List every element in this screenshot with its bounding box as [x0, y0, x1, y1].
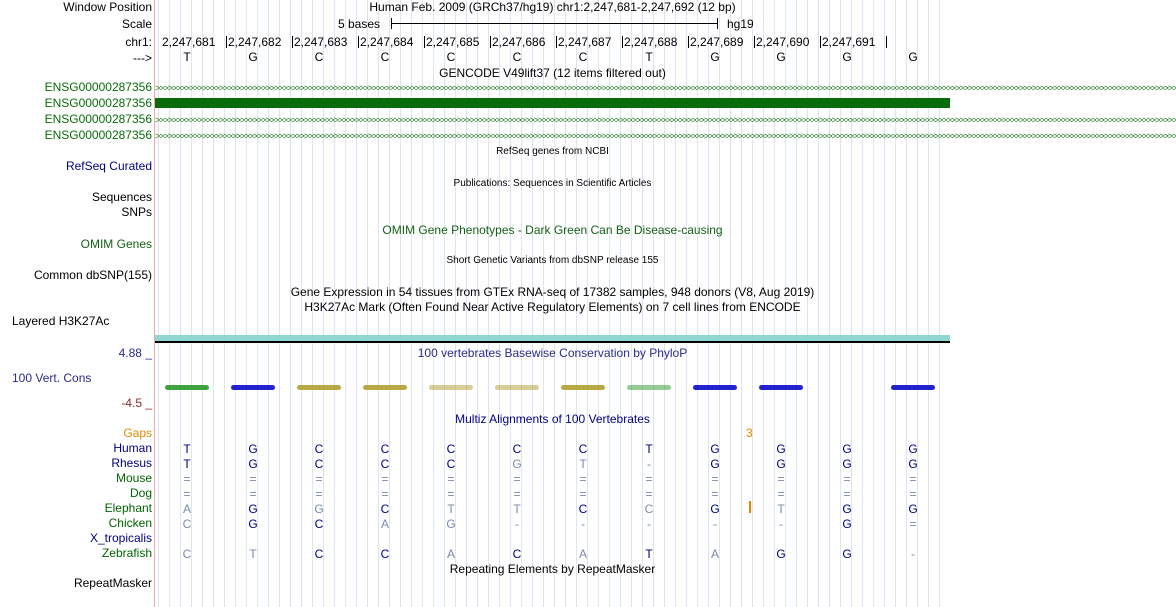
assembly-position-title: Human Feb. 2009 (GRCh37/hg19) chr1:2,247,681-2,247,692 (12 bp) — [369, 0, 736, 14]
position-label: 2,247,689 — [690, 35, 744, 49]
species-dog[interactable]: Dog — [129, 486, 152, 500]
conservation-glyph — [495, 385, 539, 390]
alignment-base: - — [647, 457, 651, 471]
alignment-base: = — [909, 472, 917, 486]
alignment-base: A — [446, 547, 455, 561]
species-chicken[interactable]: Chicken — [108, 516, 152, 530]
alignment-base: C — [380, 547, 390, 561]
alignment-base: G — [908, 442, 918, 456]
position-label: 2,247,690 — [756, 35, 810, 49]
omim-genes-label[interactable]: OMIM Genes — [80, 237, 152, 251]
h3k27ac-baseline — [155, 341, 950, 343]
species-mouse[interactable]: Mouse — [115, 471, 152, 485]
dbsnp-track-title: Short Genetic Variants from dbSNP release 155 — [446, 255, 659, 266]
window-position-label: Window Position — [63, 0, 152, 14]
alignment-base: A — [182, 502, 191, 516]
alignment-base: = — [711, 487, 719, 501]
position-tick — [688, 36, 689, 48]
scale-text: 5 bases — [338, 17, 381, 31]
refseq-track-title: RefSeq genes from NCBI — [496, 146, 609, 157]
alignment-base: = — [183, 472, 191, 486]
gene-label-2[interactable]: ENSG00000287356 — [44, 96, 152, 110]
position-tick — [622, 36, 623, 48]
gaps-label[interactable]: Gaps — [123, 426, 152, 440]
alignment-base: = — [843, 487, 851, 501]
alignment-base: C — [380, 502, 390, 516]
reference-base: C — [380, 50, 390, 64]
alignment-base: = — [843, 472, 851, 486]
alignment-base: C — [314, 517, 324, 531]
reference-base: C — [314, 50, 324, 64]
position-label: 2,247,681 — [162, 35, 216, 49]
alignment-base: T — [183, 442, 191, 456]
sequences-label[interactable]: Sequences — [91, 190, 152, 204]
conservation-min-label: -4.5 _ — [121, 396, 152, 410]
alignment-base: = — [249, 472, 257, 486]
alignment-base: G — [710, 502, 720, 516]
alignment-base: C — [644, 502, 654, 516]
conservation-glyph — [231, 385, 275, 390]
species-rhesus[interactable]: Rhesus — [111, 456, 152, 470]
h3k27ac-label[interactable]: Layered H3K27Ac — [12, 314, 110, 328]
alignment-base: = — [381, 472, 389, 486]
alignment-base: - — [713, 517, 717, 531]
reference-base: C — [578, 50, 588, 64]
alignment-base: T — [645, 442, 653, 456]
alignment-base: = — [645, 487, 653, 501]
snps-label[interactable]: SNPs — [121, 205, 152, 219]
gene-label-4[interactable]: ENSG00000287356 — [44, 128, 152, 142]
phylop-track-title: 100 vertebrates Basewise Conservation by PhyloP — [417, 346, 688, 360]
species-elephant[interactable]: Elephant — [104, 501, 152, 515]
alignment-base: T — [183, 457, 191, 471]
alignment-base: C — [182, 547, 192, 561]
alignment-base: - — [911, 547, 915, 561]
scale-bar — [391, 23, 718, 24]
alignment-base: = — [381, 487, 389, 501]
scale-label: Scale — [121, 17, 152, 31]
alignment-base: A — [380, 517, 389, 531]
alignment-base: G — [908, 457, 918, 471]
alignment-base: = — [711, 472, 719, 486]
repeatmasker-label[interactable]: RepeatMasker — [73, 576, 152, 590]
gene-track-3[interactable]: >>>>>>>>>>>>>>>>>>>>>>>>>>>>>>>>>>>>>>>>>>>>>>>>>>>>>>>>>>>>>>>>>>>>>>>>>>>>>>>>>>>>>>>>>>>>>>>>>>>>>>>>>>>>>>>>>>>>>>>>>>>>>>>>>>>>>>>>>>>>>>>>>>>>>>>>>>>>>>>>>>>>>>>>>>>>>>>>>>>>>>>>>>>>>>>>>>>>>>>>>>>>>>>>>>>>>>>>>>>>>>>>>>>>>>>>>>>>>>>> — [155, 115, 1176, 125]
conservation-glyph — [297, 385, 341, 390]
omim-track-title: OMIM Gene Phenotypes - Dark Green Can Be Disease-causing — [382, 223, 723, 237]
alignment-base: C — [314, 457, 324, 471]
alignment-base: C — [446, 457, 456, 471]
strand-arrow-label: ---> — [133, 51, 152, 65]
alignment-base: = — [645, 472, 653, 486]
alignment-base: = — [909, 487, 917, 501]
alignment-base: G — [908, 502, 918, 516]
publications-track-title: Publications: Sequences in Scientific Articles — [453, 178, 652, 189]
position-tick — [556, 36, 557, 48]
alignment-base: = — [447, 487, 455, 501]
alignment-base: G — [248, 517, 258, 531]
alignment-base: = — [579, 487, 587, 501]
position-tick — [424, 36, 425, 48]
alignment-base: C — [314, 442, 324, 456]
position-tick — [292, 36, 293, 48]
alignment-base: = — [777, 472, 785, 486]
position-tick — [226, 36, 227, 48]
alignment-base: T — [447, 502, 455, 516]
alignment-base: G — [710, 442, 720, 456]
alignment-base: T — [249, 547, 257, 561]
scale-db: hg19 — [727, 17, 754, 31]
conservation-glyph — [627, 385, 671, 390]
reference-base: C — [446, 50, 456, 64]
reference-base: G — [248, 50, 258, 64]
reference-base: C — [512, 50, 522, 64]
gtex-track-title: Gene Expression in 54 tissues from GTEx RNA-seq of 17382 samples, 948 donors (V8, Aug 2019) — [290, 285, 815, 299]
gap-count: 3 — [746, 426, 753, 440]
position-tick — [358, 36, 359, 48]
gap-marker — [749, 501, 751, 513]
alignment-base: = — [315, 472, 323, 486]
alignment-base: C — [314, 547, 324, 561]
reference-base: G — [842, 50, 852, 64]
reference-base: G — [710, 50, 720, 64]
position-label: 2,247,691 — [822, 35, 876, 49]
conservation-max-label: 4.88 _ — [118, 346, 152, 360]
gene-label-1[interactable]: ENSG00000287356 — [44, 80, 152, 94]
position-tick — [490, 36, 491, 48]
alignment-base: = — [513, 487, 521, 501]
position-label: 2,247,682 — [228, 35, 282, 49]
gene-label-3[interactable]: ENSG00000287356 — [44, 112, 152, 126]
alignment-base: G — [842, 442, 852, 456]
alignment-base: T — [777, 502, 785, 516]
reference-base: G — [776, 50, 786, 64]
reference-base: T — [183, 50, 191, 64]
alignment-base: C — [182, 517, 192, 531]
conservation-glyph — [561, 385, 605, 390]
scale-bar-right-end — [717, 18, 718, 29]
reference-base: G — [908, 50, 918, 64]
alignment-base: G — [248, 502, 258, 516]
chr-label: chr1: — [125, 35, 152, 49]
alignment-base: T — [579, 457, 587, 471]
alignment-base: G — [710, 457, 720, 471]
alignment-base: - — [515, 517, 519, 531]
alignment-base: = — [579, 472, 587, 486]
alignment-base: G — [842, 457, 852, 471]
alignment-base: = — [777, 487, 785, 501]
position-label: 2,247,688 — [624, 35, 678, 49]
species-human[interactable]: Human — [113, 441, 152, 455]
alignment-base: C — [512, 442, 522, 456]
reference-base: T — [645, 50, 653, 64]
multiz-track-title: Multiz Alignments of 100 Vertebrates — [455, 412, 650, 426]
conservation-glyph — [693, 385, 737, 390]
conservation-glyph — [429, 385, 473, 390]
alignment-base: - — [581, 517, 585, 531]
conservation-glyph — [363, 385, 407, 390]
alignment-base: C — [446, 442, 456, 456]
track-area[interactable] — [155, 0, 1176, 607]
species-x-tropicalis[interactable]: X_tropicalis — [89, 531, 152, 545]
conservation-label[interactable]: 100 Vert. Cons — [12, 371, 92, 385]
alignment-base: - — [779, 517, 783, 531]
alignment-base: C — [380, 457, 390, 471]
alignment-base: A — [578, 547, 587, 561]
conservation-glyph — [165, 385, 209, 390]
alignment-base: = — [447, 472, 455, 486]
gene-track-4[interactable]: >>>>>>>>>>>>>>>>>>>>>>>>>>>>>>>>>>>>>>>>>>>>>>>>>>>>>>>>>>>>>>>>>>>>>>>>>>>>>>>>>>>>>>>>>>>>>>>>>>>>>>>>>>>>>>>>>>>>>>>>>>>>>>>>>>>>>>>>>>>>>>>>>>>>>>>>>>>>>>>>>>>>>>>>>>>>>>>>>>>>>>>>>>>>>>>>>>>>>>>>>>>>>>>>>>>>>>>>>>>>>>>>>>>>>>>>>>>>>>>> — [155, 131, 1176, 141]
conservation-glyph — [891, 385, 935, 390]
conservation-glyph — [759, 385, 803, 390]
refseq-curated-label[interactable]: RefSeq Curated — [65, 159, 152, 173]
alignment-base: = — [183, 487, 191, 501]
alignment-base: G — [776, 457, 786, 471]
alignment-base: T — [645, 547, 653, 561]
alignment-base: = — [315, 487, 323, 501]
gene-track-2[interactable] — [155, 98, 950, 108]
alignment-base: C — [380, 442, 390, 456]
alignment-base: G — [842, 517, 852, 531]
alignment-base: G — [842, 502, 852, 516]
scale-bar-left-end — [391, 18, 392, 29]
species-zebrafish[interactable]: Zebrafish — [101, 546, 152, 560]
alignment-base: T — [513, 502, 521, 516]
alignment-base: G — [842, 547, 852, 561]
position-tick — [886, 36, 887, 48]
track-labels — [0, 0, 154, 607]
gencode-track-title[interactable]: GENCODE V49lift37 (12 items filtered out) — [439, 66, 666, 80]
alignment-base: = — [909, 517, 917, 531]
position-label: 2,247,685 — [426, 35, 480, 49]
position-tick — [820, 36, 821, 48]
alignment-base: C — [578, 502, 588, 516]
h3k27ac-track-title: H3K27Ac Mark (Often Found Near Active Regulatory Elements) on 7 cell lines from ENCODE — [304, 300, 801, 314]
alignment-base: G — [776, 442, 786, 456]
alignment-base: G — [248, 442, 258, 456]
alignment-base: = — [513, 472, 521, 486]
alignment-base: G — [314, 502, 324, 516]
alignment-base: G — [446, 517, 456, 531]
alignment-base: - — [647, 517, 651, 531]
position-label: 2,247,687 — [558, 35, 612, 49]
position-label: 2,247,684 — [360, 35, 414, 49]
alignment-base: G — [248, 457, 258, 471]
alignment-base: A — [710, 547, 719, 561]
alignment-base: G — [512, 457, 522, 471]
alignment-base: G — [776, 547, 786, 561]
gene-track-1[interactable]: >>>>>>>>>>>>>>>>>>>>>>>>>>>>>>>>>>>>>>>>>>>>>>>>>>>>>>>>>>>>>>>>>>>>>>>>>>>>>>>>>>>>>>>>>>>>>>>>>>>>>>>>>>>>>>>>>>>>>>>>>>>>>>>>>>>>>>>>>>>>>>>>>>>>>>>>>>>>>>>>>>>>>>>>>>>>>>>>>>>>>>>>>>>>>>>>>>>>>>>>>>>>>>>>>>>>>>>>>>>>>>>>>>>>>>>>>>>>>>>> — [155, 83, 1176, 93]
alignment-base: C — [578, 442, 588, 456]
position-label: 2,247,686 — [492, 35, 546, 49]
dbsnp-label[interactable]: Common dbSNP(155) — [33, 268, 152, 282]
position-label: 2,247,683 — [294, 35, 348, 49]
alignment-base: C — [512, 547, 522, 561]
alignment-base: = — [249, 487, 257, 501]
repeatmasker-track-title: Repeating Elements by RepeatMasker — [449, 562, 656, 576]
position-tick — [754, 36, 755, 48]
